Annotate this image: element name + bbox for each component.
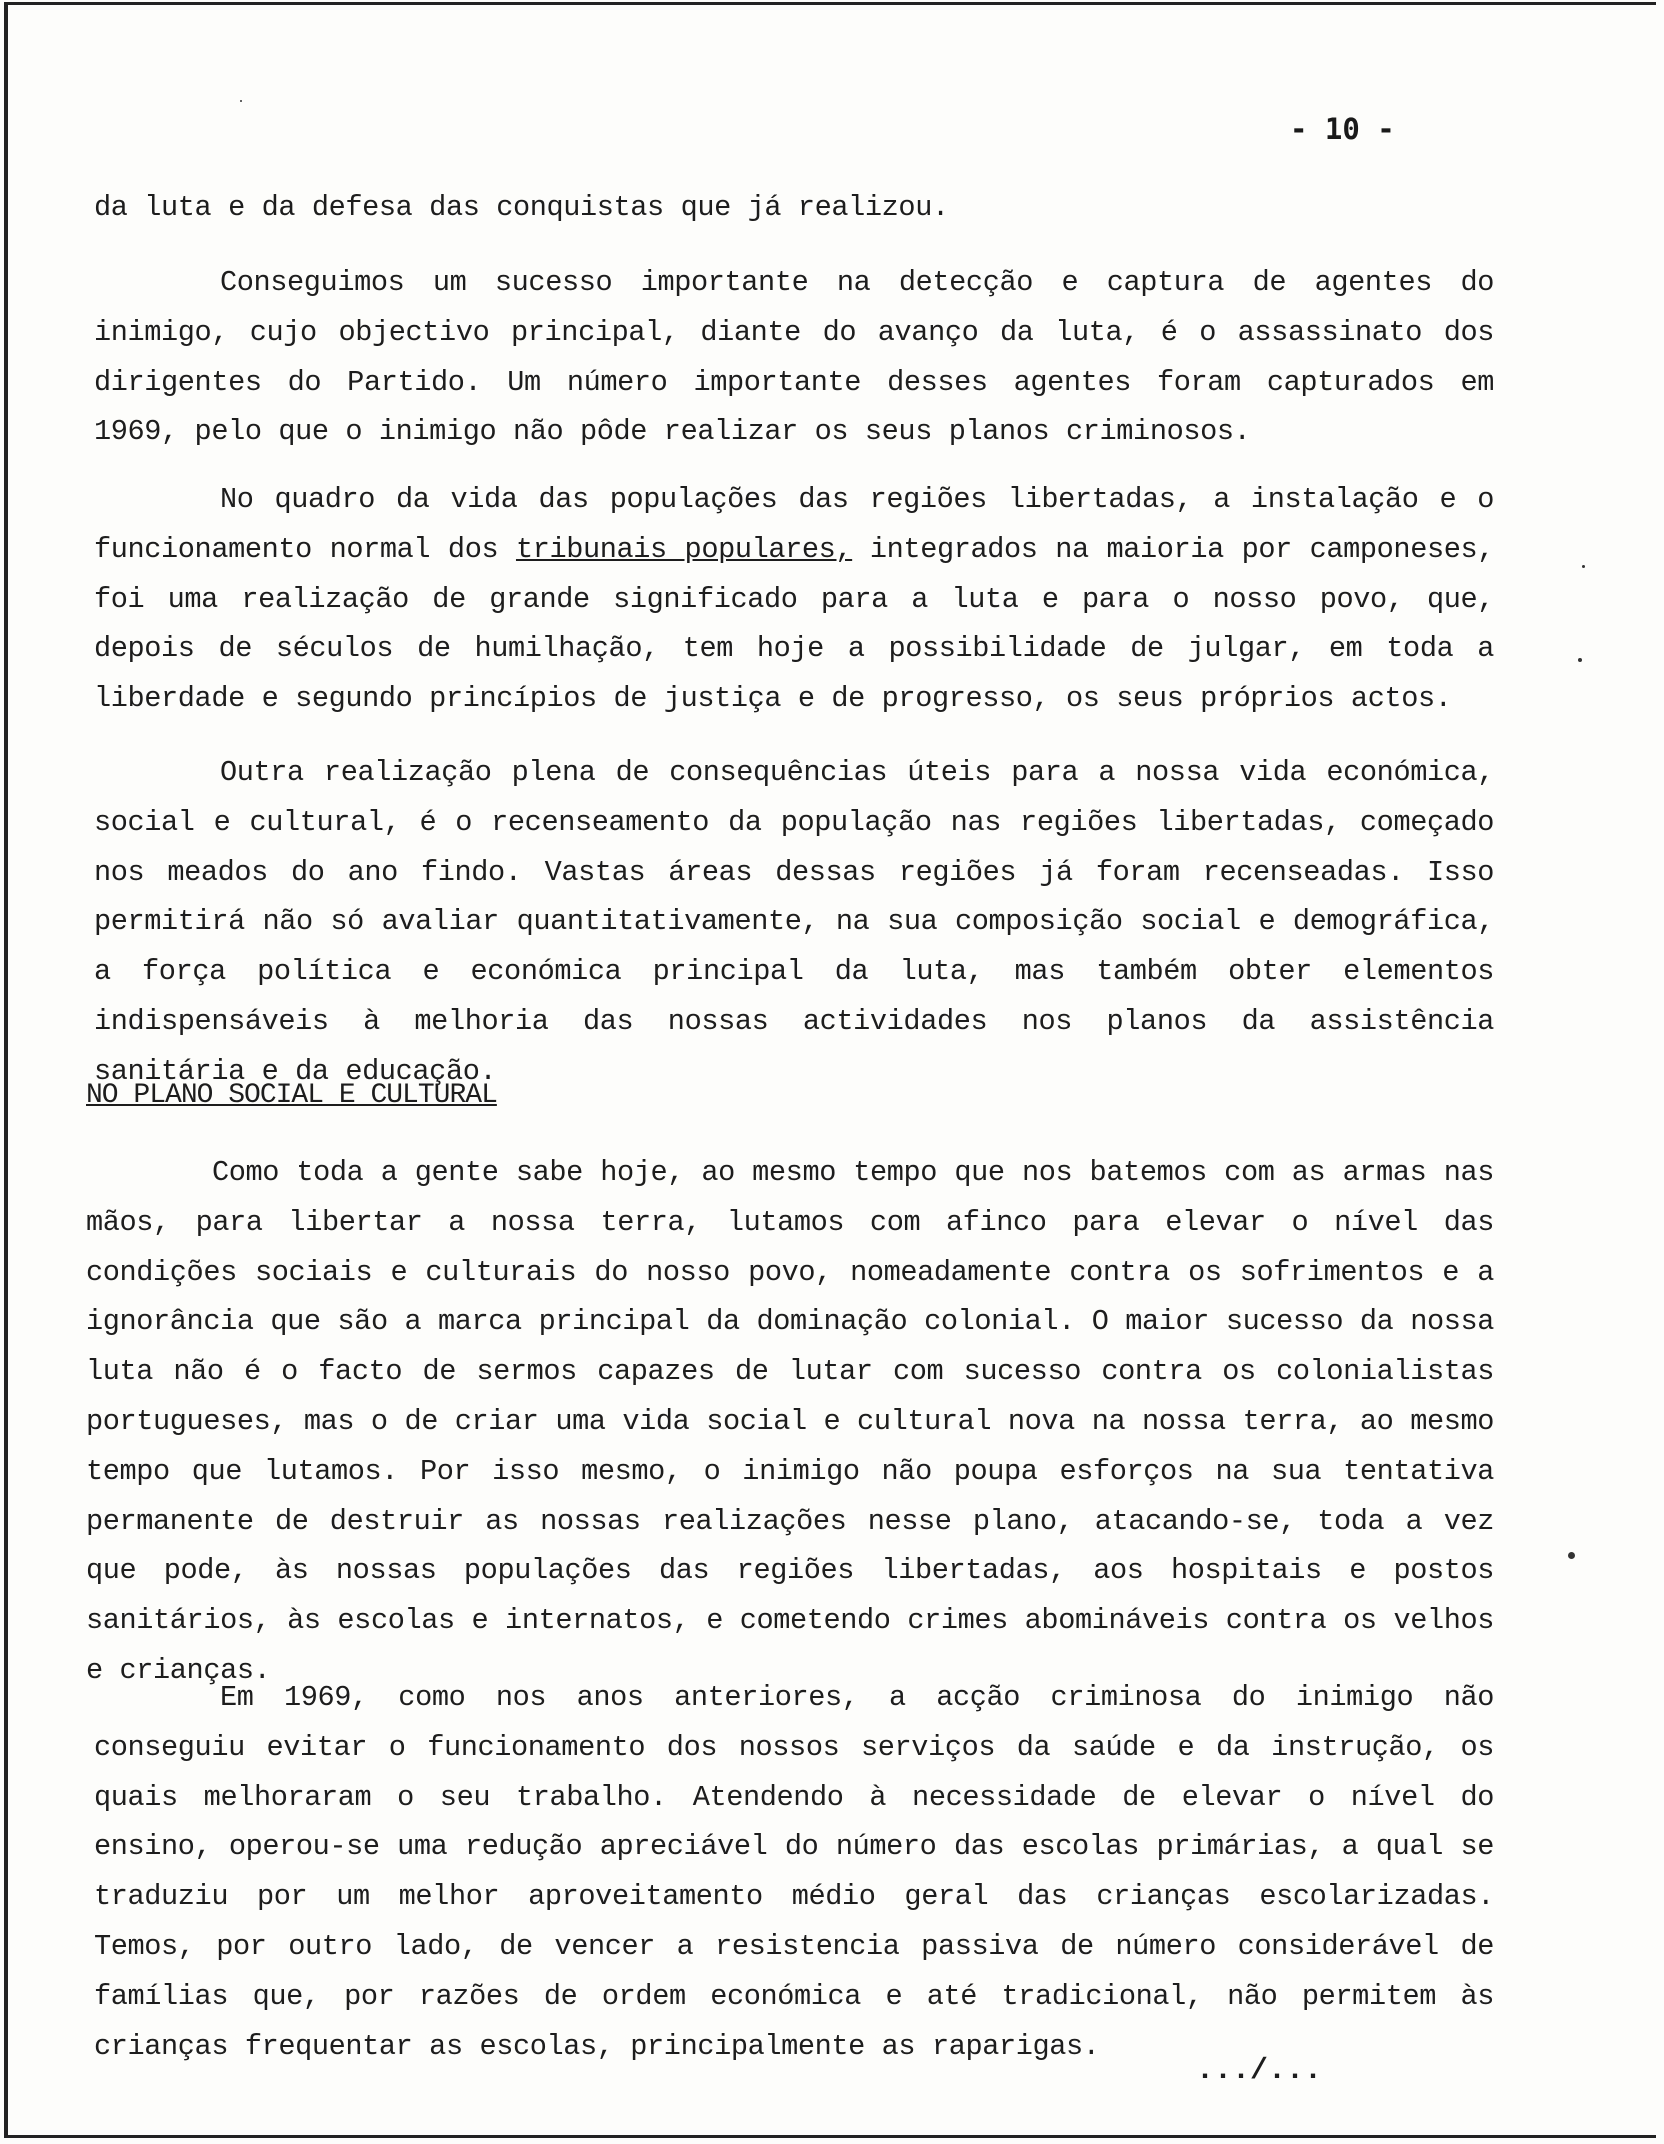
- paragraph-agents-capture: [94, 258, 1494, 457]
- paragraph-text: Outra realização plena de consequências úteis para a nossa vida económica, social e cultural, é o recenseamento da população nas regiões libertadas, começado nos meados do ano findo. Vastas áreas dessas regiões já foram recenseadas. Isso permitirá não só avaliar quantitativamente, na sua composição social e demográfica, a força política e económica principal da luta, mas também obter elementos indispensáveis à melhoria das nossas actividades nos planos da assistência sanitária e da educação.: [94, 756, 1494, 1088]
- scan-speck: [1568, 1552, 1575, 1559]
- paragraph-text-before: No quadro da vida das populações das regiões libertadas, a instalação e o funcionamento normal dos: [94, 483, 1494, 566]
- page-number: - 10 -: [1290, 112, 1395, 146]
- paragraph-text: [94, 475, 1494, 724]
- paragraph-census: [94, 748, 1494, 1097]
- scan-speck: [240, 100, 242, 102]
- scan-speck: [1582, 565, 1585, 568]
- paragraph-social-cultural: [86, 1148, 1494, 1696]
- paragraph-popular-tribunals: [94, 475, 1494, 724]
- paragraph-text: Conseguimos um sucesso importante na detecção e captura de agentes do inimigo, cujo objectivo principal, diante do avanço da luta, é o assassinato dos dirigentes do Partido. Um número importante desses agentes foram capturados em 1969, pelo que o inimigo não pôde realizar os seus planos criminosos.: [94, 266, 1494, 449]
- paragraph-text: Como toda a gente sabe hoje, ao mesmo tempo que nos batemos com as armas nas mãos, para libertar a nossa terra, lutamos com afinco para elevar o nível das condições sociais e culturais do nosso povo, nomeadamente contra os sofrimentos e a ignorância que são a marca principal da dominação colonial. O maior sucesso da nossa luta não é o facto de sermos capazes de lutar com sucesso contra os colonialistas portugueses, mas o de criar uma vida social e cultural nova na nossa terra, ao mesmo tempo que lutamos. Por isso mesmo, o inimigo não poupa esforços na sua tentativa permanente de destruir as nossas realizações nesse plano, atacando-se, toda a vez que pode, às nossas populações das regiões libertadas, aos hospitais e postos sanitários, às escolas e internatos, e cometendo crimes abomináveis contra os velhos e crianças.: [86, 1156, 1494, 1687]
- section-heading: NO PLANO SOCIAL E CULTURAL: [86, 1080, 497, 1111]
- paragraph-continuation: [94, 183, 1494, 233]
- paragraph-text: Em 1969, como nos anos anteriores, a acção criminosa do inimigo não conseguiu evitar o funcionamento dos nossos serviços da saúde e da instrução, os quais melhoraram o seu trabalho. Atendendo à necessidade de elevar o nível do ensino, operou-se uma redução apreciável do número das escolas primárias, a qual se traduziu por um melhor aproveitamento médio geral das crianças escolarizadas. Temos, por outro lado, de vencer a resistencia passiva de número considerável de famílias que, por razões de ordem económica e até tradicional, não permitem às crianças frequentar as escolas, principalmente as raparigas.: [94, 1681, 1494, 2063]
- paragraph-education: [94, 1673, 1494, 2071]
- scan-speck: [1578, 658, 1582, 662]
- underlined-term: tribunais populares,: [515, 532, 853, 566]
- paragraph-text: da luta e da defesa das conquistas que já realizou.: [94, 191, 949, 224]
- paragraph-text-after: integrados na maioria por camponeses, foi uma realização de grande significado para a luta e para o nosso povo, que, depois de séculos de humilhação, tem hoje a possibilidade de julgar, em toda a liberdade e segundo princípios de justiça e de progresso, os seus próprios actos.: [94, 532, 1494, 716]
- continuation-mark: .../...: [1196, 2054, 1323, 2088]
